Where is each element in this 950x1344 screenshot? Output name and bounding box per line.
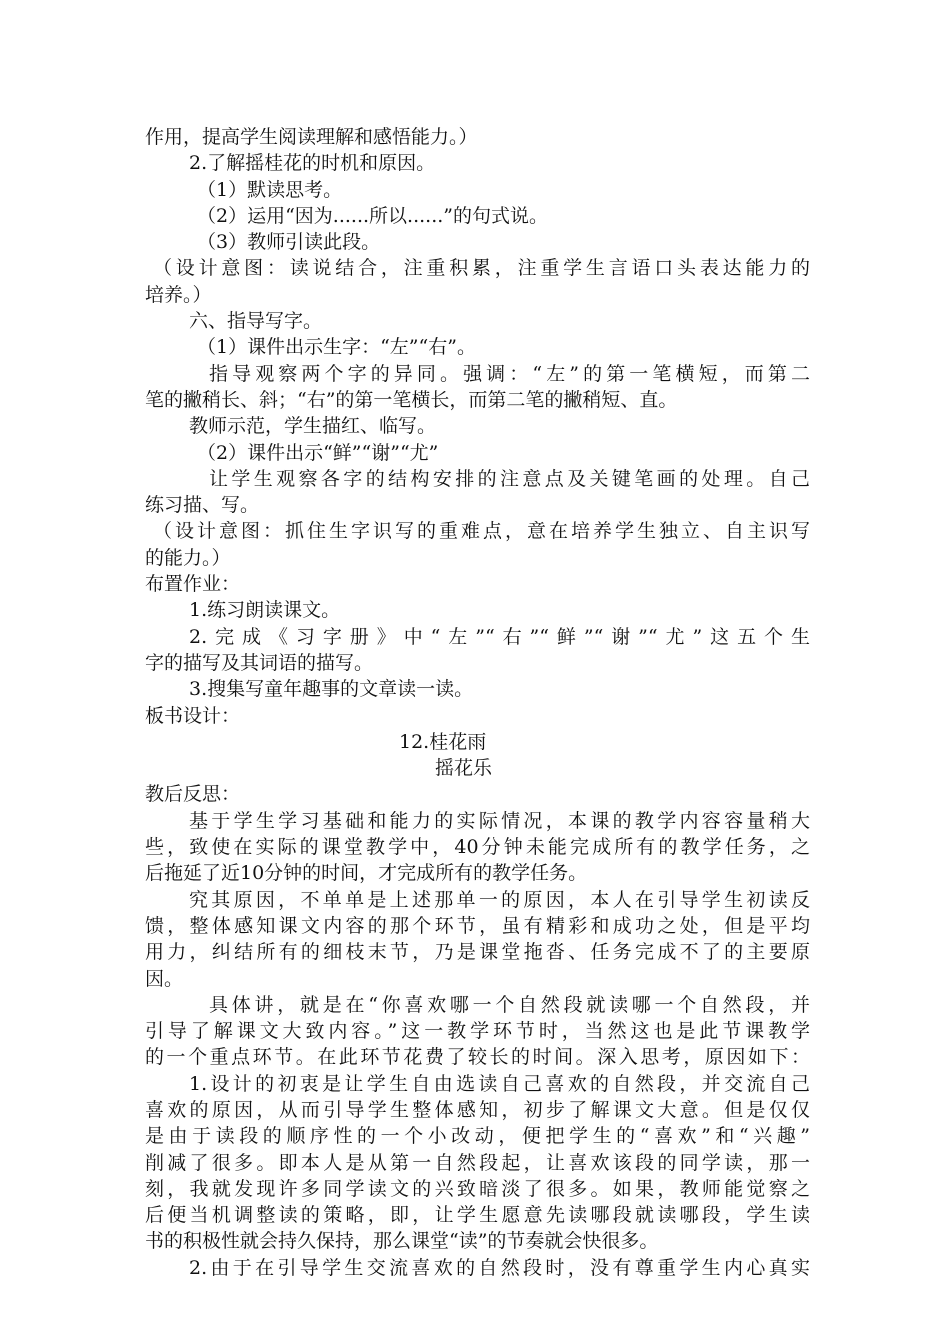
text-line: 后便当机调整读的策略，即，让学生愿意先读哪段就读哪段，学生读 xyxy=(145,1204,810,1227)
text-line: 指导观察两个字的异同。强调：“左”的第一笔横短，而第二 xyxy=(209,362,810,385)
text-line: 作用，提高学生阅读理解和感悟能力。） xyxy=(145,126,478,148)
document-body xyxy=(145,124,810,1281)
text-line: 用力，纠结所有的细枝末节，乃是课堂拖沓、任务完成不了的主要原 xyxy=(145,941,810,964)
section-heading: 布置作业： xyxy=(145,573,241,596)
text-line: 笔的撇稍长、斜；“右”的第一笔横长，而第二笔的撇稍短、直。 xyxy=(145,388,678,411)
text-line: 引导了解课文大致内容。”这一教学环节时，当然这也是此节课教学 xyxy=(145,1020,810,1043)
text-line: 字的描写及其词语的描写。 xyxy=(145,651,374,674)
text-line: 的一个重点环节。在此环节花费了较长的时间。深入思考，原因如下： xyxy=(145,1046,810,1069)
section-heading: 板书设计： xyxy=(145,704,241,727)
text-line: （2）运用“因为......所以......”的句式说。 xyxy=(197,204,548,227)
text-line: （1）默读思考。 xyxy=(197,178,343,201)
text-line: 因。 xyxy=(145,967,184,990)
section-heading: 教后反思： xyxy=(145,783,241,806)
text-line: 的能力。） xyxy=(145,546,231,569)
text-line: 具体讲，就是在“你喜欢哪一个自然段就读哪一个自然段，并 xyxy=(209,993,810,1016)
text-line: 培养。） xyxy=(145,283,212,306)
text-line: 馈，整体感知课文内容的那个环节，虽有精彩和成功之处，但是平均 xyxy=(145,914,810,937)
text-line: 1.设计的初衷是让学生自由选读自己喜欢的自然段，并交流自己 xyxy=(189,1072,810,1095)
text-line: 是由于读段的顺序性的一个小改动，便把学生的“喜欢”和“兴趣” xyxy=(145,1125,810,1148)
text-line: 3.搜集写童年趣事的文章读一读。 xyxy=(189,678,474,701)
board-title: 12.桂花雨 xyxy=(399,730,487,753)
text-line: （1）课件出示生字：“左”“右”。 xyxy=(197,336,476,359)
text-line: 练习描、写。 xyxy=(145,494,260,517)
text-line: （设计意图：抓住生字识写的重难点，意在培养学生独立、自主识写 xyxy=(153,520,810,543)
text-line: 教师示范，学生描红、临写。 xyxy=(189,415,437,438)
text-line: 喜欢的原因，从而引导学生整体感知，初步了解课文大意。但是仅仅 xyxy=(145,1098,810,1121)
text-line: 后拖延了近10分钟的时间，才完成所有的教学任务。 xyxy=(145,862,588,885)
text-line: 些，致使在实际的课堂教学中，40分钟未能完成所有的教学任务，之 xyxy=(145,836,810,859)
text-line: 2.完成《习字册》中“左”“右”“鲜”“谢”“尤”这五个生 xyxy=(189,625,810,648)
text-line: 2.由于在引导学生交流喜欢的自然段时，没有尊重学生内心真实 xyxy=(189,1256,810,1279)
text-line: 究其原因，不单单是上述那单一的原因，本人在引导学生初读反 xyxy=(189,888,810,911)
text-line: 书的积极性就会持久保持，那么课堂“读”的节奏就会快很多。 xyxy=(145,1230,659,1253)
text-line: （设计意图：读说结合，注重积累，注重学生言语口头表达能力的 xyxy=(153,257,810,280)
text-line: 2.了解摇桂花的时机和原因。 xyxy=(189,152,436,175)
text-line: 1.练习朗读课文。 xyxy=(189,599,341,622)
text-line: 让学生观察各字的结构安排的注意点及关键笔画的处理。自己 xyxy=(209,467,810,490)
text-line: （2）课件出示“鲜”“谢”“尤” xyxy=(197,441,439,464)
text-line: 刻，我就发现许多同学读文的兴致暗淡了很多。如果，教师能觉察之 xyxy=(145,1177,810,1200)
board-subtitle: 摇花乐 xyxy=(435,757,493,780)
text-line: （3）教师引读此段。 xyxy=(197,231,381,254)
text-line: 基于学生学习基础和能力的实际情况，本课的教学内容容量稍大 xyxy=(189,809,810,832)
text-line: 六、指导写字。 xyxy=(189,310,323,333)
text-line: 削减了很多。即本人是从第一自然段起，让喜欢该段的同学读，那一 xyxy=(145,1151,810,1174)
